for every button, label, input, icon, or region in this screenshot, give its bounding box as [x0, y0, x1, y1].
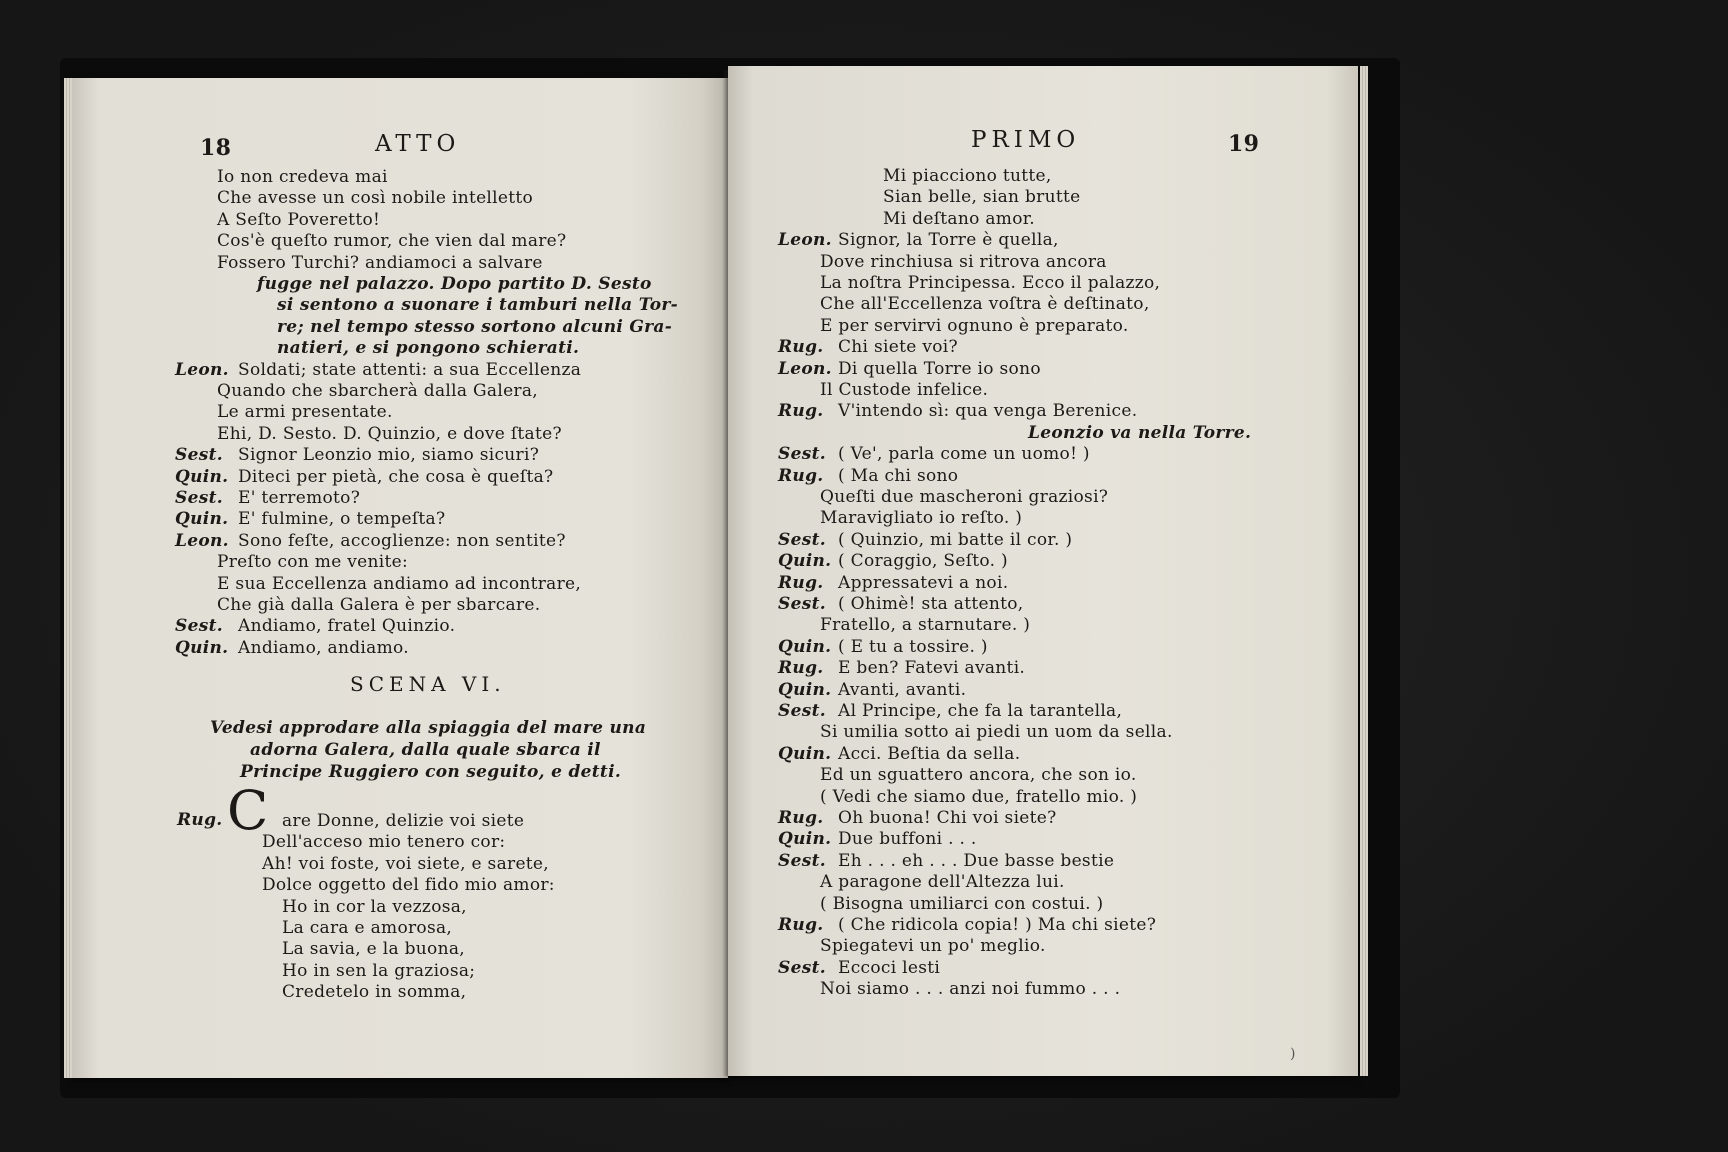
dialogue-line: ( Coraggio, Seſto. ) [838, 551, 1008, 572]
dialogue-line: Eccoci lesti [838, 957, 941, 978]
speaker-name: Rug. [778, 337, 824, 358]
speaker-name: Quin. [778, 679, 832, 700]
text-line: Mi deſtano amor. [883, 208, 1035, 229]
margin-mark: ) [1290, 1046, 1296, 1062]
page-number: 19 [1228, 131, 1260, 157]
speaker-name: Sest. [175, 445, 223, 466]
aria-line: Credetelo in somma, [282, 982, 467, 1003]
text-line: A paragone dell'Altezza lui. [820, 872, 1065, 893]
page-number: 18 [200, 135, 232, 161]
dialogue-line: Soldati; state attenti: a sua Eccellenza [238, 359, 582, 380]
speaker-name: Leon. [175, 530, 229, 551]
speaker-name: Sest. [778, 850, 826, 871]
text-line: Leonzio va nella Torre. [1028, 422, 1252, 443]
aria-line: Ah! voi foste, voi siete, e sarete, [262, 853, 549, 874]
text-line: ( Vedi che siamo due, fratello mio. ) [820, 786, 1138, 807]
text-line: Sian belle, sian brutte [883, 187, 1081, 208]
aria-line: Ho in cor la vezzosa, [282, 896, 467, 917]
text-line: A Seſto Poveretto! [217, 209, 381, 230]
dialogue-line: Diteci per pietà, che cosa è queſta? [238, 466, 554, 487]
text-line: ( Bisogna umiliarci con costui. ) [820, 893, 1104, 914]
text-line: Fratello, a starnutare. ) [820, 615, 1031, 636]
stage-direction-line: Principe Ruggiero con seguito, e detti. [240, 762, 622, 782]
running-head: ATTO [375, 131, 461, 157]
speaker-name: Rug. [778, 658, 824, 679]
dialogue-line: Due buffoni . . . [838, 829, 977, 850]
text-line: Fossero Turchi? andiamoci a salvare [217, 252, 543, 273]
page-edges [64, 78, 72, 1078]
text-line: Dove rinchiusa si ritrova ancora [820, 251, 1107, 272]
speaker-name: Quin. [175, 466, 229, 487]
dialogue-line: Chi siete voi? [838, 337, 958, 358]
speaker-name: Sest. [778, 529, 826, 550]
dialogue-line: Avanti, avanti. [838, 679, 967, 700]
text-line: E per servirvi ognuno è preparato. [820, 315, 1129, 336]
right-page [728, 66, 1358, 1076]
speaker-name: Sest. [778, 594, 826, 614]
stage-direction-line: adorna Galera, dalla quale sbarca il [250, 740, 601, 760]
dialogue-line: Eh . . . eh . . . Due basse bestie [838, 850, 1115, 871]
text-line: Le armi presentate. [217, 402, 393, 423]
dialogue-line: Oh buona! Chi voi siete? [838, 808, 1057, 828]
text-line: Noi siamo . . . anzi noi fummo . . . [820, 979, 1121, 1000]
speaker-name: Rug. [778, 572, 824, 593]
text-line: Maravigliato io reſto. ) [820, 508, 1023, 529]
text-line: Queſti due mascheroni graziosi? [820, 487, 1109, 507]
aria-line: Dell'acceso mio tenero cor: [262, 832, 506, 853]
dialogue-line: Di quella Torre io sono [838, 358, 1041, 379]
speaker-name: Quin. [175, 509, 229, 530]
text-line: La noſtra Principessa. Ecco il palazzo, [820, 273, 1161, 293]
text-line: Io non credeva mai [217, 167, 388, 187]
speaker-name: Quin. [175, 637, 229, 658]
aria-line: Ho in sen la graziosa; [282, 960, 476, 981]
speaker-name: Sest. [778, 957, 826, 978]
dialogue-line: Acci. Beſtia da sella. [838, 743, 1021, 764]
aria-line: Dolce oggetto del fido mio amor: [262, 875, 555, 896]
text-line: Che già dalla Galera è per sbarcare. [217, 595, 541, 615]
dialogue-line: ( Ma chi sono [838, 465, 959, 486]
aria-line: La savia, e la buona, [282, 939, 465, 960]
dialogue-line: Andiamo, andiamo. [238, 637, 409, 658]
dialogue-line: Signor Leonzio mio, siamo sicuri? [238, 445, 540, 466]
text-line: Ed un sguattero ancora, che son io. [820, 765, 1137, 786]
text-line: Il Custode infelice. [820, 380, 989, 400]
left-page [72, 78, 728, 1078]
dialogue-line: ( Che ridicola copia! ) Ma chi siete? [838, 915, 1157, 935]
text-line: Si umilia sotto ai piedi un uom da sella. [820, 722, 1173, 743]
speaker-name: Leon. [778, 230, 832, 251]
running-head: PRIMO [971, 127, 1081, 153]
speaker-name: Quin. [778, 551, 832, 572]
dialogue-line: E' fulmine, o tempeſta? [238, 509, 446, 530]
dialogue-line: V'intendo sì: qua venga Berenice. [838, 401, 1138, 422]
text-line: si sentono a suonare i tamburi nella Tor- [277, 295, 678, 316]
page-edges [1360, 66, 1368, 1076]
speaker-name: Sest. [778, 701, 826, 721]
dialogue-line: E ben? Fatevi avanti. [838, 658, 1026, 679]
speaker-name: Sest. [175, 488, 223, 508]
dialogue-line: E' terremoto? [238, 488, 361, 508]
speaker-name: Sest. [175, 616, 223, 637]
text-line: Ehi, D. Sesto. D. Quinzio, e dove ſtate? [217, 423, 562, 444]
speaker-name: Rug. [177, 810, 223, 830]
drop-cap: C [227, 779, 269, 842]
text-line: E sua Eccellenza andiamo ad incontrare, [217, 573, 582, 594]
aria-line: La cara e amorosa, [282, 918, 453, 938]
text-line: Che all'Eccellenza voſtra è deſtinato, [820, 294, 1150, 315]
text-line: Cos'è queſto rumor, che vien dal mare? [217, 231, 567, 252]
aria-line: are Donne, delizie voi siete [282, 811, 525, 831]
speaker-name: Leon. [175, 359, 229, 380]
text-line: Preſto con me venite: [217, 552, 409, 573]
speaker-name: Rug. [778, 401, 824, 422]
speaker-name: Leon. [778, 358, 832, 379]
dialogue-line: Appressatevi a noi. [838, 572, 1009, 593]
dialogue-line: ( E tu a tossire. ) [838, 636, 988, 657]
dialogue-line: ( Quinzio, mi batte il cor. ) [838, 529, 1073, 550]
speaker-name: Sest. [778, 444, 826, 465]
text-line: natieri, e si pongono schierati. [277, 338, 580, 359]
dialogue-line: ( Ohimè! sta attento, [838, 594, 1024, 614]
text-line: re; nel tempo stesso sortono alcuni Gra- [277, 316, 673, 337]
dialogue-line: ( Ve', parla come un uomo! ) [838, 444, 1090, 465]
scene-title: SCENA VI. [350, 672, 506, 696]
text-line: Quando che sbarcherà dalla Galera, [217, 381, 538, 401]
speaker-name: Rug. [778, 808, 824, 828]
stage-direction-line: Vedesi approdare alla spiaggia del mare una [210, 718, 647, 738]
dialogue-line: Andiamo, fratel Quinzio. [238, 616, 456, 637]
text-line: Spiegatevi un po' meglio. [820, 936, 1046, 957]
text-line: Mi piacciono tutte, [883, 166, 1052, 186]
text-line: Che avesse un così nobile intelletto [217, 188, 534, 209]
text-line: fugge nel palazzo. Dopo partito D. Sesto [257, 274, 652, 294]
dialogue-line: Sono feſte, accoglienze: non sentite? [238, 530, 566, 551]
speaker-name: Rug. [778, 915, 824, 935]
speaker-name: Rug. [778, 465, 824, 486]
speaker-name: Quin. [778, 636, 832, 657]
speaker-name: Quin. [778, 829, 832, 850]
dialogue-line: Signor, la Torre è quella, [838, 230, 1059, 251]
dialogue-line: Al Principe, che fa la tarantella, [838, 701, 1123, 721]
speaker-name: Quin. [778, 743, 832, 764]
